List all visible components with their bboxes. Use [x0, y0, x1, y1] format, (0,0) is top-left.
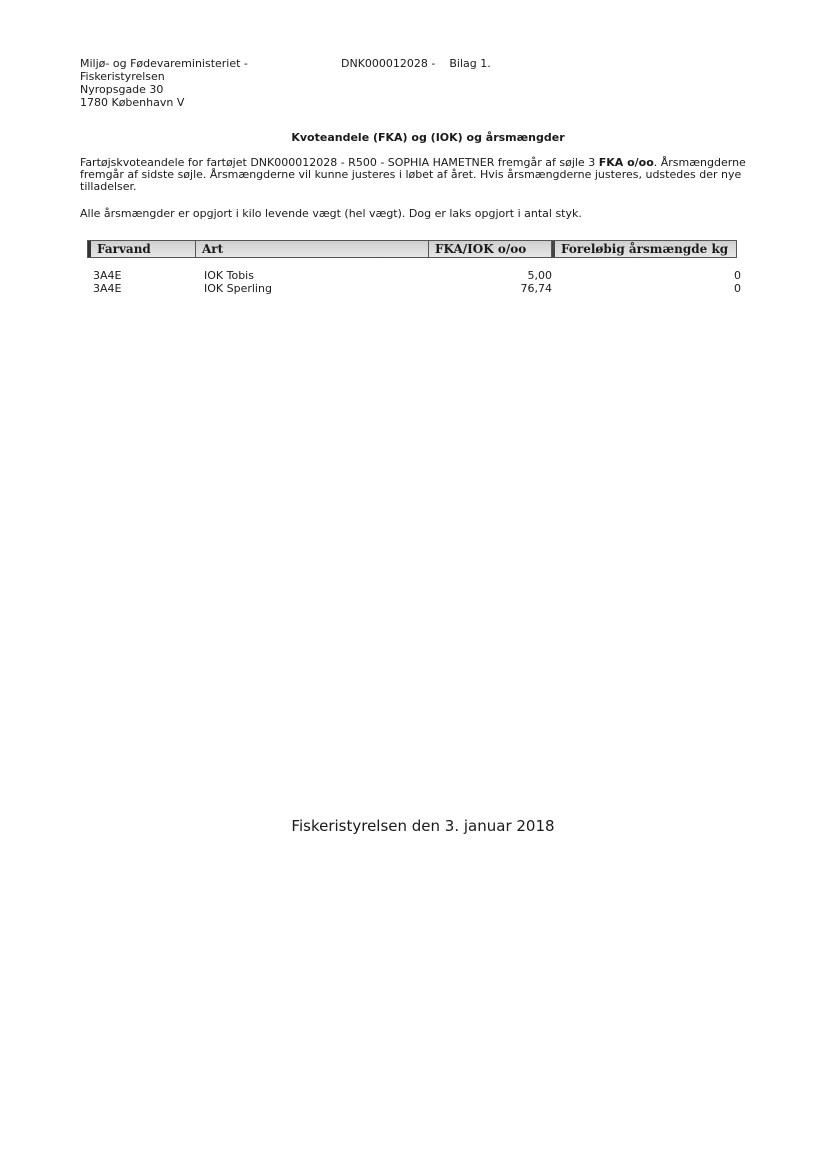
intro-bold: FKA o/oo — [598, 156, 654, 169]
sender-address — [80, 57, 248, 109]
intro-text-1: Fartøjskvoteandele for fartøjet DNK000012028 - R500 - SOPHIA HAMETNER fremgår af søjle 3 — [80, 156, 599, 169]
intro-paragraph — [80, 157, 780, 193]
cell-art: IOK Sperling — [204, 282, 272, 295]
cell-farvand: 3A4E — [93, 269, 122, 282]
document-reference — [341, 57, 491, 70]
footer-signature-line: Fiskeristyrelsen den 3. januar 2018 — [291, 817, 555, 835]
header-fka: FKA/IOK o/oo — [429, 241, 552, 257]
cell-farvand: 3A4E — [93, 282, 122, 295]
page-title: Kvoteandele (FKA) og (IOK) og årsmængder — [291, 131, 565, 144]
cell-art: IOK Tobis — [204, 269, 254, 282]
header-art: Art — [196, 241, 429, 257]
attachment-label: Bilag 1. — [449, 57, 491, 70]
sender-line-1: Miljø- og Fødevareministeriet - — [80, 57, 248, 70]
sender-line-4: 1780 København V — [80, 96, 185, 109]
cell-fka: 5,00 — [527, 269, 552, 282]
sender-line-3: Nyropsgade 30 — [80, 83, 164, 96]
table-row — [0, 282, 828, 295]
note-paragraph: Alle årsmængder er opgjort i kilo levende vægt (hel vægt). Dog er laks opgjort i antal styk. — [80, 207, 582, 220]
header-aarsmaengde: Foreløbig årsmængde kg — [552, 241, 736, 257]
header-farvand: Farvand — [88, 241, 196, 257]
intro-text-2: . Årsmængderne fremgår af sidste søjle. Årsmængderne vil kunne justeres i løbet af året. Hvis årsmængderne justeres, udstedes der nye tilladelser. — [80, 156, 746, 193]
table-row — [0, 269, 828, 282]
cell-aarsmaengde: 0 — [734, 282, 741, 295]
cell-fka: 76,74 — [520, 282, 552, 295]
cell-aarsmaengde: 0 — [734, 269, 741, 282]
doc-id: DNK000012028 - — [341, 57, 436, 70]
sender-line-2: Fiskeristyrelsen — [80, 70, 165, 83]
table-header — [87, 240, 737, 258]
